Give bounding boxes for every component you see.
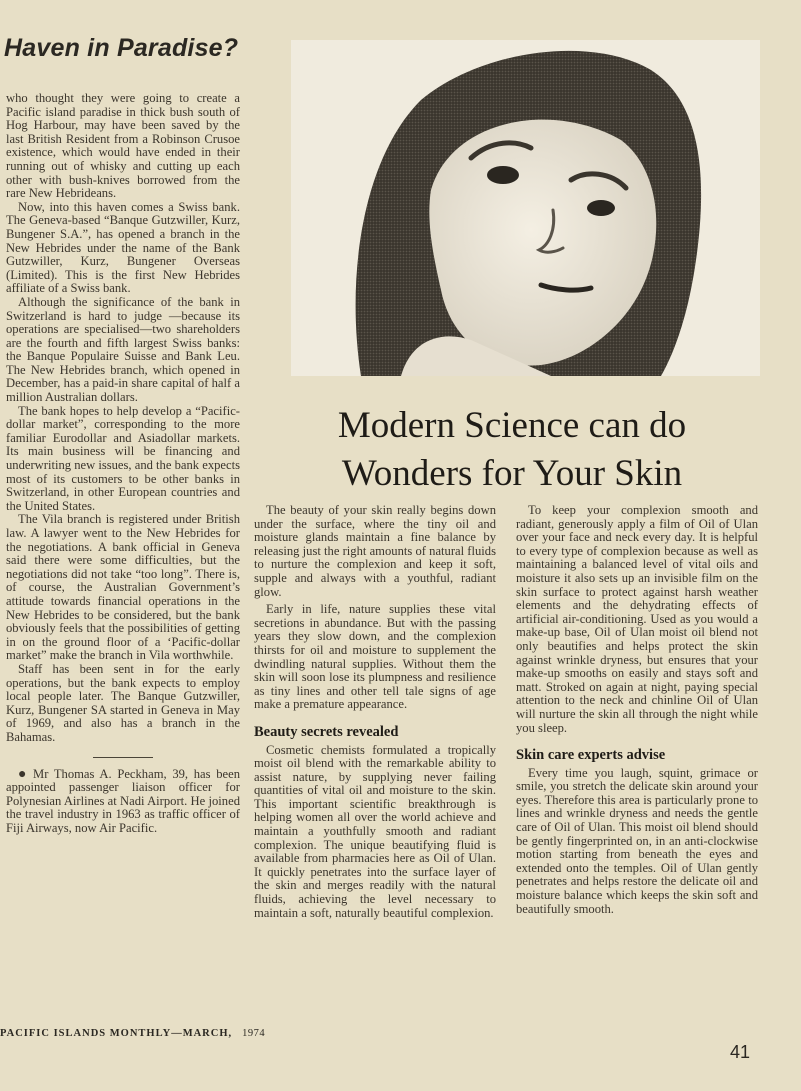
advert-right-column — [516, 504, 758, 920]
news-note-text: Mr Thomas A. Peckham, 39, has been appointed passenger liaison officer for Polynesian Airlines at Nadi Airport. He joined the travel industry in 1963 as traffic officer of Fiji Airways, now Air Pacific. — [6, 766, 240, 835]
headline-line-2: Wonders for Your Skin — [341, 453, 683, 494]
advert-paragraph: The beauty of your skin really begins down under the surface, where the tiny oil and moisture glands maintain a fine balance by releasing just the right amounts of natural fluids to nurture the complexion and keep it soft, supple and always with a youthful, radiant glow. — [254, 503, 496, 599]
subhead-skin-care-experts: Skin care experts advise — [516, 747, 666, 764]
portrait-photo — [291, 40, 760, 376]
left-paragraph: Now, into this haven comes a Swiss bank. The Geneva-based “Banque Gutzwiller, Kurz, Bungener S.A.”, has opened a branch in the New Hebrides under the name of the Bank Gutzwiller, Kurz, Bungener Overseas (Limited). This is the first New Hebrides affiliate of a Swiss bank. — [6, 199, 240, 296]
advert-middle-column — [254, 504, 496, 924]
page-footer — [0, 1028, 265, 1039]
left-article-column — [6, 92, 240, 835]
section-divider — [93, 757, 153, 758]
left-paragraph: who thought they were going to create a Pacific island paradise in thick bush south of Hog Harbour, may have been saved by the last British Resident from a Robinson Crusoe existence, which would have ended in their running out of whisky and cutting up each other with bush-knives borrowed from the rare New Hebrideans. — [6, 91, 240, 201]
bullet-icon: ● — [18, 766, 29, 782]
news-note — [6, 768, 240, 836]
advert-paragraph: Cosmetic chemists formulated a tropically moist oil blend with the remarkable ability to assist nature, by supplying never failing quantities of vital oil and moisture to the skin. This important scientific breakthrough is helping women all over the world achieve and maintain a youthfully smooth and radiant complexion. The unique beautifying fluid is available from pharmacies here as Oil of Ulan. It quickly penetrates into the surface layer of the skin and merges readily with the natural fluids, achieving the level necessary to maintain a soft, naturally beautiful complexion. — [254, 742, 496, 920]
left-article-title: Haven in Paradise? — [4, 34, 239, 62]
subhead-beauty-secrets: Beauty secrets revealed — [254, 723, 399, 740]
publication-line: PACIFIC ISLANDS MONTHLY—MARCH, — [0, 1028, 233, 1039]
page-number: 41 — [730, 1042, 751, 1062]
advert-paragraph: Every time you laugh, squint, grimace or smile, you stretch the delicate skin around your eyes. Therefore this area is particularly prone to lines and wrinkle dryness and needs the gentle care of Oil of Ulan. This moist oil blend should be gently fingerprinted on, in an anti-clockwise motion starting from beneath the eyes and extended onto the temples. Oil of Ulan gently penetrates and helps restore the delicate oil and moisture balance which keeps the skin soft and beautifully smooth. — [516, 765, 758, 916]
headline-line-1: Modern Science can do — [337, 405, 687, 446]
left-paragraph: The bank hopes to help develop a “Pacific-dollar market”, corresponding to the more familiar Eurodollar and Asiadollar markets. Its main business will be financing and underwriting new issues, and the bank expects most of its customers to be other banks in Switzerland, in other European countries and the United States. — [6, 403, 240, 513]
left-paragraph: Staff has been sent in for the early operations, but the bank expects to employ local people later. The Banque Gutzwiller, Kurz, Bungener SA started in Geneva in May of 1969, and also has a branch in the Bahamas. — [6, 661, 240, 744]
left-paragraph: The Vila branch is registered under British law. A lawyer went to the New Hebrides for the negotiations. A bank official in Geneva said there were some difficulties, but the negotiations did not take “too long”. There is, of course, the Australian Government’s attitude towards financial operations in the New Hebrides to be considered, but the bank obviously feels that the possibilities of getting in on the ground floor of a ‘Pacific-dollar market” make the branch in Vila worthwhile. — [6, 512, 240, 663]
advert-paragraph: Early in life, nature supplies these vital secretions in abundance. But with the passing years they slow down, and the complexion thirsts for oil and moisture to supplement the dwindling natural supplies. Without them the skin will soon lose its plumpness and resilience as tiny lines and other tell tale signs of age make a premature appearance. — [254, 602, 496, 712]
publication-year: 1974 — [242, 1028, 266, 1039]
advert-headline — [262, 402, 762, 498]
left-paragraph: Although the significance of the bank in Switzerland is hard to judge —because its operations are specialised—two shareholders are the fourth and fifth largest Swiss banks: the Banque Populaire Suisse and Bank Leu. The New Hebrides branch, which opened in December, has a paid-in share capital of half a million Australian dollars. — [6, 294, 240, 405]
advert-paragraph: To keep your complexion smooth and radiant, generously apply a film of Oil of Ulan over your face and neck every day. It is helpful to every type of complexion because as well as maintaining a balanced level of vital oils and moisture it also sets up an invisible film on the skin surface to protect against harsh weather elements and the dehydrating effects of artificial air-conditioning. Used as you would a make-up base, Oil of Ulan moist oil blend not only beautifies and helps protect the skin against wrinkle dryness, but ensures that your make-up smooths on easily and stays soft and matt. Stroked on again at night, paying special attention to the neck and chinline Oil of Ulan will nurture the skin all through the night while you sleep. — [516, 503, 758, 735]
